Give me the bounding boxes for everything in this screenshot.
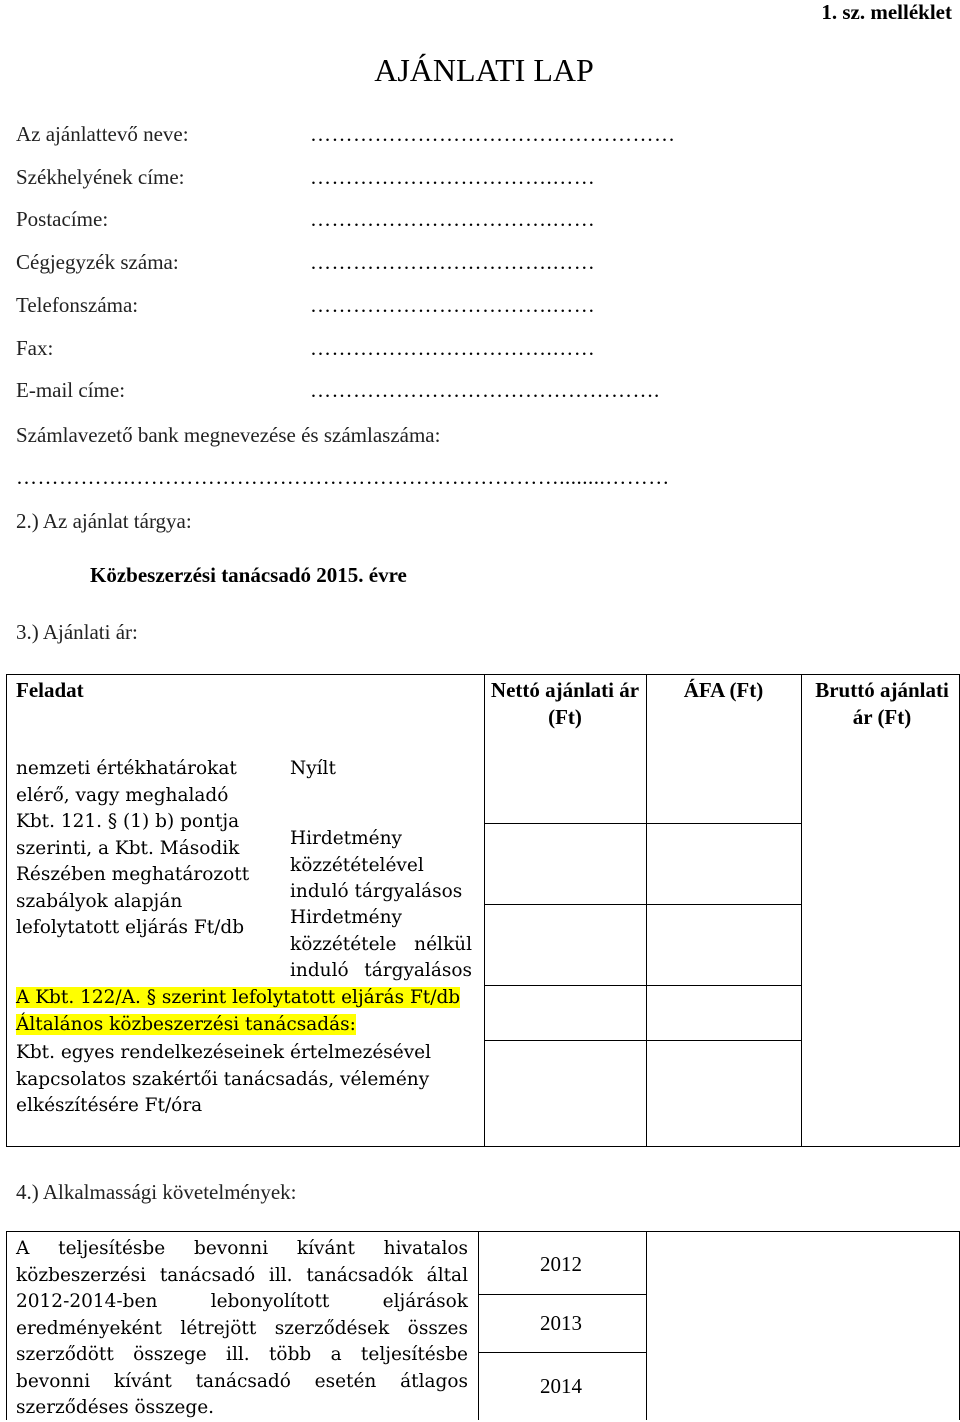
phone-field[interactable]: …………………………….…… (310, 293, 596, 317)
bidder-name-field[interactable]: …………………………………………… (310, 122, 676, 146)
fax-label: Fax: (16, 336, 54, 360)
price-table-bottom-border (6, 1146, 960, 1147)
price-col-divider-2 (646, 674, 647, 1147)
email-field[interactable]: …………………………………………. (310, 378, 660, 402)
suitability-col-divider-1 (478, 1231, 479, 1420)
price-heading: 3.) Ajánlati ár: (16, 620, 138, 644)
postal-address-field[interactable]: …………………………….…… (310, 207, 596, 231)
page-title: AJÁNLATI LAP (374, 52, 594, 88)
annex-number: 1. sz. melléklet (821, 0, 952, 24)
company-reg-field[interactable]: …………………………….…… (310, 250, 596, 274)
negotiated-without-notice-label: Hirdetmény közzététele nélkül induló tárgyalásos (290, 907, 472, 981)
suitability-requirement-text: A teljesítésbe bevonni kívánt hivatalos közbeszerzési tanácsadó ill. tanácsadók által 2012-2014-ben lebonyolított eljárások eredményeként létrejött szerződések összes szerződött összege ill. több a teljesítésbe bevonni kívánt tanácsadó esetén átlagos szerződéses összege. (16, 1238, 468, 1418)
suitability-table-left-border (6, 1231, 7, 1420)
seat-address-label: Székhelyének címe: (16, 165, 185, 189)
fax-field[interactable]: …………………………….…… (310, 336, 596, 360)
negotiated-with-notice-label: Hirdetmény közzétételével induló tárgyalásos (290, 828, 463, 902)
bank-label: Számlavezető bank megnevezése és számlaszáma: (16, 423, 441, 447)
subject-heading: 2.) Az ajánlat tárgya: (16, 509, 192, 533)
col-task-header: Feladat (16, 678, 84, 702)
suitability-col-divider-2 (646, 1231, 647, 1420)
bidder-name-label: Az ajánlattevő neve: (16, 122, 189, 146)
price-col-divider-1 (484, 674, 485, 1147)
price-row-divider-4 (484, 1040, 801, 1041)
phone-label: Telefonszáma: (16, 293, 139, 317)
company-reg-label: Cégjegyzék száma: (16, 250, 179, 274)
price-table-top-border (6, 674, 960, 675)
price-col-divider-3 (801, 674, 802, 1147)
kbt-122a-row (16, 985, 470, 1012)
year-2014: 2014 (540, 1374, 582, 1398)
email-label: E-mail címe: (16, 378, 126, 402)
seat-address-field[interactable]: …………………………….…… (310, 165, 596, 189)
price-table-left-border (6, 674, 7, 1147)
general-advice-row (16, 1012, 492, 1039)
year-2012: 2012 (540, 1252, 582, 1276)
general-advice-heading: Általános közbeszerzési tanácsadás: (16, 1014, 356, 1035)
kbt-122a-text: A Kbt. 122/A. § szerint lefolytatott eljárás Ft/db (16, 987, 461, 1008)
subject-text: Közbeszerzési tanácsadó 2015. évre (90, 563, 407, 587)
price-row-divider-2 (484, 904, 801, 905)
col-gross-header: Bruttó ajánlati ár (Ft) (815, 678, 949, 729)
suitability-row-divider-1 (478, 1294, 646, 1295)
col-vat-header: ÁFA (Ft) (683, 678, 764, 702)
open-procedure-label: Nyílt (290, 758, 336, 779)
col-net-header: Nettó ajánlati ár (Ft) (490, 678, 640, 729)
suitability-row-divider-2 (478, 1352, 646, 1353)
price-row-divider-1 (484, 823, 801, 824)
postal-address-label: Postacíme: (16, 207, 109, 231)
general-advice-text: Kbt. egyes rendelkezéseinek értelmezésével kapcsolatos szakértői tanácsadás, vélemény elkészítésére Ft/óra (16, 1042, 432, 1116)
bank-field[interactable]: …………….……………………………………………………........……… (16, 465, 670, 489)
national-procedure-text: nemzeti értékhatárokat elérő, vagy meghaladó Kbt. 121. § (1) b) pontja szerinti, a Kbt. Második Részében meghatározott szabályok alapján lefolytatott eljárás Ft/db (16, 758, 250, 938)
price-row-divider-3 (484, 985, 801, 986)
year-2013: 2013 (540, 1311, 582, 1335)
suitability-heading: 4.) Alkalmassági követelmények: (16, 1180, 297, 1204)
suitability-table-top-border (6, 1231, 960, 1232)
